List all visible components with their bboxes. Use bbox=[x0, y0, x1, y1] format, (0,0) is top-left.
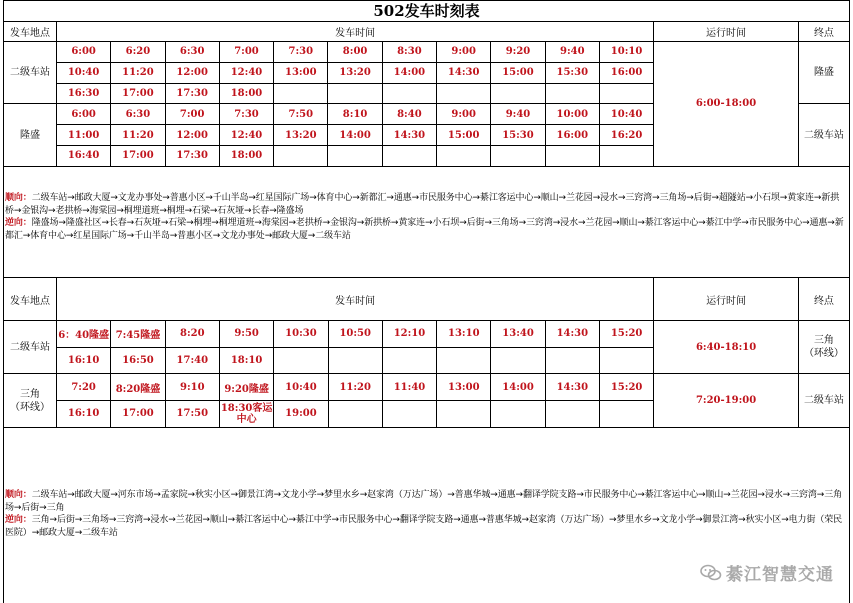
time-cell: 8:00 bbox=[328, 42, 382, 63]
time-cell bbox=[437, 347, 491, 374]
time-cell: 9:00 bbox=[437, 42, 491, 63]
terminal-cell: 三角 （环线） bbox=[798, 321, 849, 374]
time-cell bbox=[545, 347, 599, 374]
time-cell bbox=[437, 401, 491, 428]
time-cell: 7:30 bbox=[219, 104, 273, 125]
timetable-page bbox=[3, 0, 850, 603]
header-operating: 运行时间 bbox=[654, 22, 799, 42]
time-cell bbox=[545, 401, 599, 428]
time-cell: 8:20 bbox=[165, 321, 219, 348]
time-cell: 10:40 bbox=[274, 374, 328, 401]
time-cell: 16:50 bbox=[111, 347, 165, 374]
time-cell bbox=[599, 401, 653, 428]
time-cell: 6:20 bbox=[111, 42, 165, 63]
time-cell: 8:40 bbox=[382, 104, 436, 125]
time-cell bbox=[599, 83, 653, 104]
time-cell: 10:40 bbox=[599, 104, 653, 125]
station-cell: 二级车站 bbox=[4, 321, 57, 374]
forward-label: 顺向： bbox=[5, 490, 32, 500]
time-cell: 9:10 bbox=[165, 374, 219, 401]
time-cell: 16:30 bbox=[56, 83, 110, 104]
terminal-cell: 二级车站 bbox=[798, 104, 849, 166]
time-cell: 18:10 bbox=[219, 347, 273, 374]
time-cell bbox=[382, 83, 436, 104]
header-station: 发车地点 bbox=[4, 22, 57, 42]
time-cell: 11:00 bbox=[56, 125, 110, 146]
reverse-route-text: 隆盛场→隆盛社区→长春→石灰垭→石梁→桐埋→桐埋道班→海棠园→老拱桥→金银沟→新拱桥→黄家连→小石坝→后街→三角场→三窍湾→浸水→兰花园→顺山→綦江客运中心→綦江中学→市民服务中心→通惠→新都汇→体育中心→红星国际广场→千山半岛→普惠小区→文龙办事处→邮政大厦→二级车站 bbox=[5, 218, 844, 241]
time-cell: 14:00 bbox=[382, 62, 436, 83]
time-cell: 7:00 bbox=[219, 42, 273, 63]
time-cell bbox=[274, 83, 328, 104]
time-cell: 18:00 bbox=[219, 145, 273, 166]
station-cell: 隆盛 bbox=[4, 104, 57, 166]
time-cell: 9:20 bbox=[491, 42, 545, 63]
time-cell: 8:20隆盛 bbox=[111, 374, 165, 401]
time-cell bbox=[437, 145, 491, 166]
time-cell: 16:10 bbox=[56, 401, 110, 428]
time-cell: 10:10 bbox=[599, 42, 653, 63]
table-row bbox=[4, 321, 850, 348]
reverse-route-text: 三角→后街→三角场→三窍湾→浸水→兰花园→顺山→綦江客运中心→綦江中学→市民服务中心→翻译学院支路→通惠→普惠华城→赵家湾（万达广场）→梦里水乡→文龙小学→御景江湾→秋实小区→电力街（荣民医院）→邮政大厦→二级车站 bbox=[5, 515, 843, 538]
time-cell: 18:30客运中心 bbox=[219, 401, 273, 428]
forward-route bbox=[4, 192, 849, 217]
route-description-1 bbox=[3, 166, 850, 278]
time-cell: 7:00 bbox=[165, 104, 219, 125]
time-cell: 11:20 bbox=[328, 374, 382, 401]
time-cell: 14:30 bbox=[382, 125, 436, 146]
time-cell: 10:50 bbox=[328, 321, 382, 348]
time-cell bbox=[545, 145, 599, 166]
time-cell: 15:30 bbox=[491, 125, 545, 146]
terminal-cell: 隆盛 bbox=[798, 42, 849, 104]
time-cell: 12:40 bbox=[219, 62, 273, 83]
header-terminal: 终点 bbox=[798, 22, 849, 42]
time-cell: 13:00 bbox=[274, 62, 328, 83]
time-cell: 15:00 bbox=[491, 62, 545, 83]
time-cell: 17:30 bbox=[165, 145, 219, 166]
wechat-icon bbox=[700, 564, 722, 582]
watermark-text: 綦江智慧交通 bbox=[726, 565, 834, 585]
forward-route-text: 二级车站→邮政大厦→文龙办事处→普惠小区→千山半岛→红星国际广场→体育中心→新都汇→通惠→市民服务中心→綦江客运中心→顺山→兰花园→浸水→三窍湾→三角场→后街→超隧站→小石坝→黄家连→新拱桥→金银沟→老拱桥→海棠园→桐埋道班→桐埋→石梁→石灰垭→长春→隆盛场 bbox=[5, 193, 840, 216]
header-row bbox=[4, 22, 850, 42]
time-cell: 19:00 bbox=[274, 401, 328, 428]
time-cell: 13:20 bbox=[274, 125, 328, 146]
time-cell: 16:00 bbox=[545, 125, 599, 146]
time-cell: 6:30 bbox=[165, 42, 219, 63]
header-row bbox=[4, 278, 850, 321]
timetable-2 bbox=[3, 277, 850, 428]
time-cell: 14:30 bbox=[545, 374, 599, 401]
time-cell: 16:20 bbox=[599, 125, 653, 146]
time-cell bbox=[328, 145, 382, 166]
time-cell: 9:20隆盛 bbox=[219, 374, 273, 401]
header-times: 发车时间 bbox=[56, 22, 653, 42]
time-cell: 11:20 bbox=[111, 125, 165, 146]
operating-time-cell: 6:00-18:00 bbox=[654, 42, 799, 167]
time-cell: 14:30 bbox=[437, 62, 491, 83]
time-cell: 17:00 bbox=[111, 83, 165, 104]
time-cell bbox=[545, 83, 599, 104]
time-cell: 10:30 bbox=[274, 321, 328, 348]
time-cell: 18:00 bbox=[219, 83, 273, 104]
forward-route-text: 二级车站→邮政大厦→河东市场→孟家院→秋实小区→御景江湾→文龙小学→梦里水乡→赵家湾（万达广场）→普惠华城→通惠→翻译学院支路→市民服务中心→綦江客运中心→顺山→兰花园→浸水→三窍湾→三角场→后街→三角 bbox=[5, 490, 843, 513]
reverse-label: 逆向： bbox=[5, 515, 32, 525]
time-cell: 13:40 bbox=[491, 321, 545, 348]
time-cell: 14:00 bbox=[491, 374, 545, 401]
time-cell bbox=[437, 83, 491, 104]
forward-route bbox=[4, 489, 849, 514]
time-cell: 17:40 bbox=[165, 347, 219, 374]
time-cell: 8:10 bbox=[328, 104, 382, 125]
time-cell: 9:00 bbox=[437, 104, 491, 125]
time-cell: 10:40 bbox=[56, 62, 110, 83]
time-cell: 16:00 bbox=[599, 62, 653, 83]
time-cell: 9:40 bbox=[491, 104, 545, 125]
time-cell: 6：40隆盛 bbox=[56, 321, 110, 348]
time-cell: 17:00 bbox=[111, 145, 165, 166]
reverse-route bbox=[4, 217, 849, 242]
forward-label: 顺向： bbox=[5, 193, 32, 203]
reverse-route bbox=[4, 514, 849, 539]
time-cell: 14:00 bbox=[328, 125, 382, 146]
time-cell: 17:30 bbox=[165, 83, 219, 104]
time-cell: 11:20 bbox=[111, 62, 165, 83]
time-cell: 7:45隆盛 bbox=[111, 321, 165, 348]
time-cell: 15:20 bbox=[599, 374, 653, 401]
time-cell: 12:00 bbox=[165, 125, 219, 146]
time-cell: 7:30 bbox=[274, 42, 328, 63]
reverse-label: 逆向： bbox=[5, 218, 32, 228]
table-row bbox=[4, 42, 850, 63]
header-station: 发车地点 bbox=[4, 278, 57, 321]
time-cell: 7:50 bbox=[274, 104, 328, 125]
operating-time-cell: 6:40-18:10 bbox=[654, 321, 799, 374]
time-cell bbox=[274, 145, 328, 166]
terminal-cell: 二级车站 bbox=[798, 374, 849, 427]
time-cell: 13:10 bbox=[437, 321, 491, 348]
time-cell: 15:30 bbox=[545, 62, 599, 83]
time-cell bbox=[382, 145, 436, 166]
time-cell bbox=[328, 83, 382, 104]
time-cell: 9:40 bbox=[545, 42, 599, 63]
time-cell: 11:40 bbox=[382, 374, 436, 401]
time-cell: 12:40 bbox=[219, 125, 273, 146]
time-cell: 6:00 bbox=[56, 42, 110, 63]
time-cell: 12:10 bbox=[382, 321, 436, 348]
time-cell: 12:00 bbox=[165, 62, 219, 83]
time-cell bbox=[328, 347, 382, 374]
timetable-1 bbox=[3, 21, 850, 167]
table-row bbox=[4, 374, 850, 401]
operating-time-cell: 7:20-19:00 bbox=[654, 374, 799, 427]
time-cell: 15:00 bbox=[437, 125, 491, 146]
time-cell: 8:30 bbox=[382, 42, 436, 63]
header-terminal: 终点 bbox=[798, 278, 849, 321]
time-cell: 9:50 bbox=[219, 321, 273, 348]
time-cell: 17:50 bbox=[165, 401, 219, 428]
time-cell: 10:00 bbox=[545, 104, 599, 125]
time-cell bbox=[491, 145, 545, 166]
time-cell bbox=[382, 401, 436, 428]
time-cell bbox=[491, 83, 545, 104]
time-cell bbox=[599, 347, 653, 374]
page-title: 502发车时刻表 bbox=[3, 0, 850, 22]
time-cell: 15:20 bbox=[599, 321, 653, 348]
time-cell: 6:00 bbox=[56, 104, 110, 125]
header-operating: 运行时间 bbox=[654, 278, 799, 321]
time-cell: 7:20 bbox=[56, 374, 110, 401]
time-cell bbox=[599, 145, 653, 166]
time-cell bbox=[274, 347, 328, 374]
time-cell bbox=[491, 401, 545, 428]
time-cell bbox=[328, 401, 382, 428]
time-cell: 14:30 bbox=[545, 321, 599, 348]
station-cell: 二级车站 bbox=[4, 42, 57, 104]
station-cell: 三角 （环线） bbox=[4, 374, 57, 427]
time-cell: 13:00 bbox=[437, 374, 491, 401]
watermark bbox=[700, 560, 834, 585]
time-cell bbox=[491, 347, 545, 374]
time-cell bbox=[382, 347, 436, 374]
time-cell: 16:10 bbox=[56, 347, 110, 374]
time-cell: 6:30 bbox=[111, 104, 165, 125]
time-cell: 13:20 bbox=[328, 62, 382, 83]
header-times: 发车时间 bbox=[56, 278, 653, 321]
time-cell: 17:00 bbox=[111, 401, 165, 428]
time-cell: 16:40 bbox=[56, 145, 110, 166]
